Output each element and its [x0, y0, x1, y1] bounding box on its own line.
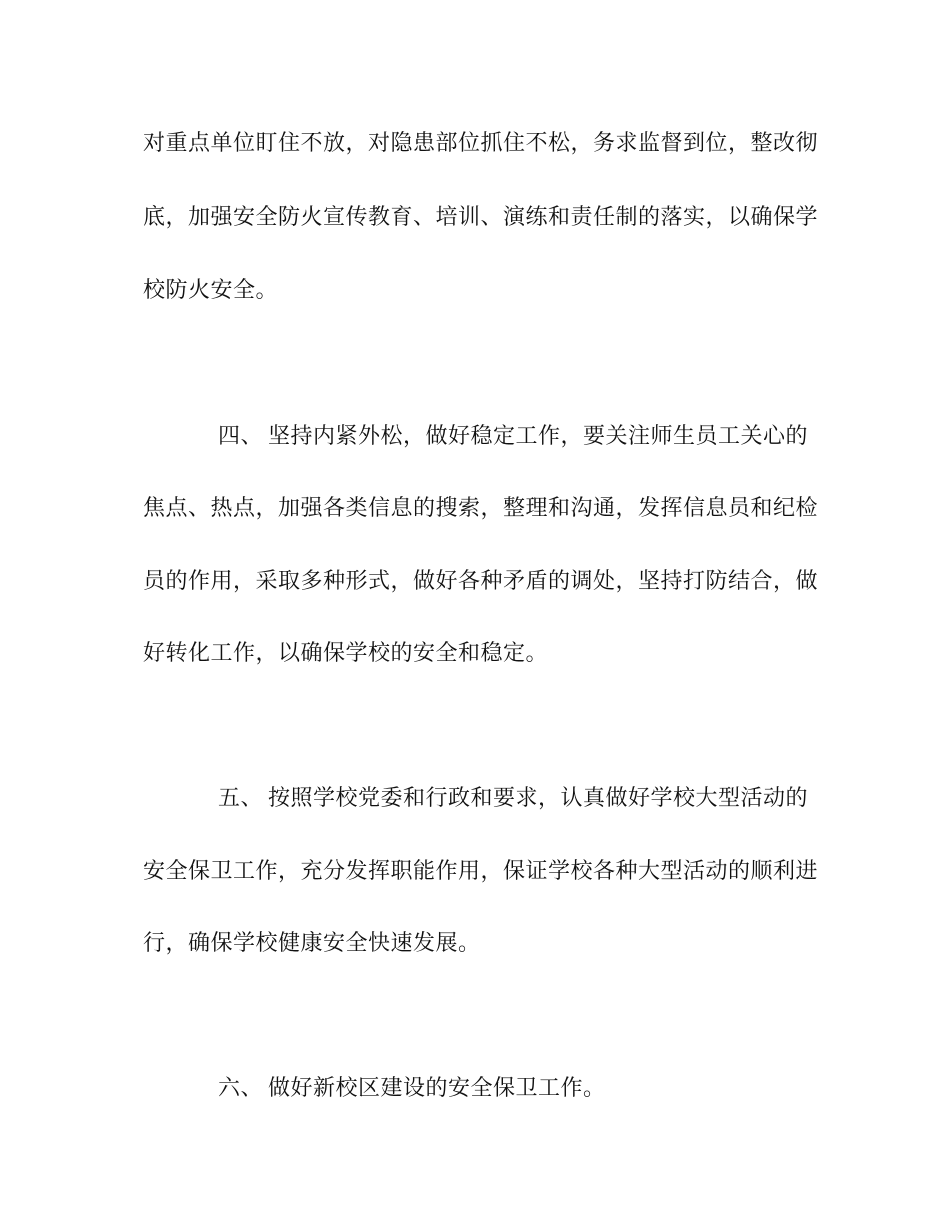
paragraph-line: 按照学校党委和行政和要求，认真做好学校大型活动的 — [268, 786, 809, 811]
paragraph-line: 行，确保学校健康安全快速发展。 — [143, 931, 481, 956]
paragraph-number: 六、 — [218, 1076, 264, 1101]
paragraph-line: 对重点单位盯住不放，对隐患部位抓住不松，务求监督到位，整改彻 — [143, 131, 819, 156]
paragraph-line: 校防火安全。 — [143, 278, 279, 303]
paragraph-line: 安全保卫工作，充分发挥职能作用，保证学校各种大型活动的顺利进 — [143, 859, 819, 884]
paragraph-number: 四、 — [218, 424, 264, 449]
paragraph-line: 做好新校区建设的安全保卫工作。 — [268, 1076, 606, 1101]
paragraph-line: 员的作用，采取多种形式，做好各种矛盾的调处，坚持打防结合，做 — [143, 569, 819, 594]
paragraph-line: 底，加强安全防火宣传教育、培训、演练和责任制的落实，以确保学 — [143, 205, 819, 230]
paragraph-line: 坚持内紧外松，做好稳定工作，要关注师生员工关心的 — [268, 424, 809, 449]
numbered-paragraph-first-line — [218, 1074, 606, 1104]
paragraph-number: 五、 — [218, 786, 264, 811]
numbered-paragraph-first-line — [218, 784, 808, 814]
paragraph-line: 好转化工作，以确保学校的安全和稳定。 — [143, 641, 549, 666]
numbered-paragraph-first-line — [218, 422, 808, 452]
paragraph-line: 焦点、热点，加强各类信息的搜索，整理和沟通，发挥信息员和纪检 — [143, 496, 819, 521]
